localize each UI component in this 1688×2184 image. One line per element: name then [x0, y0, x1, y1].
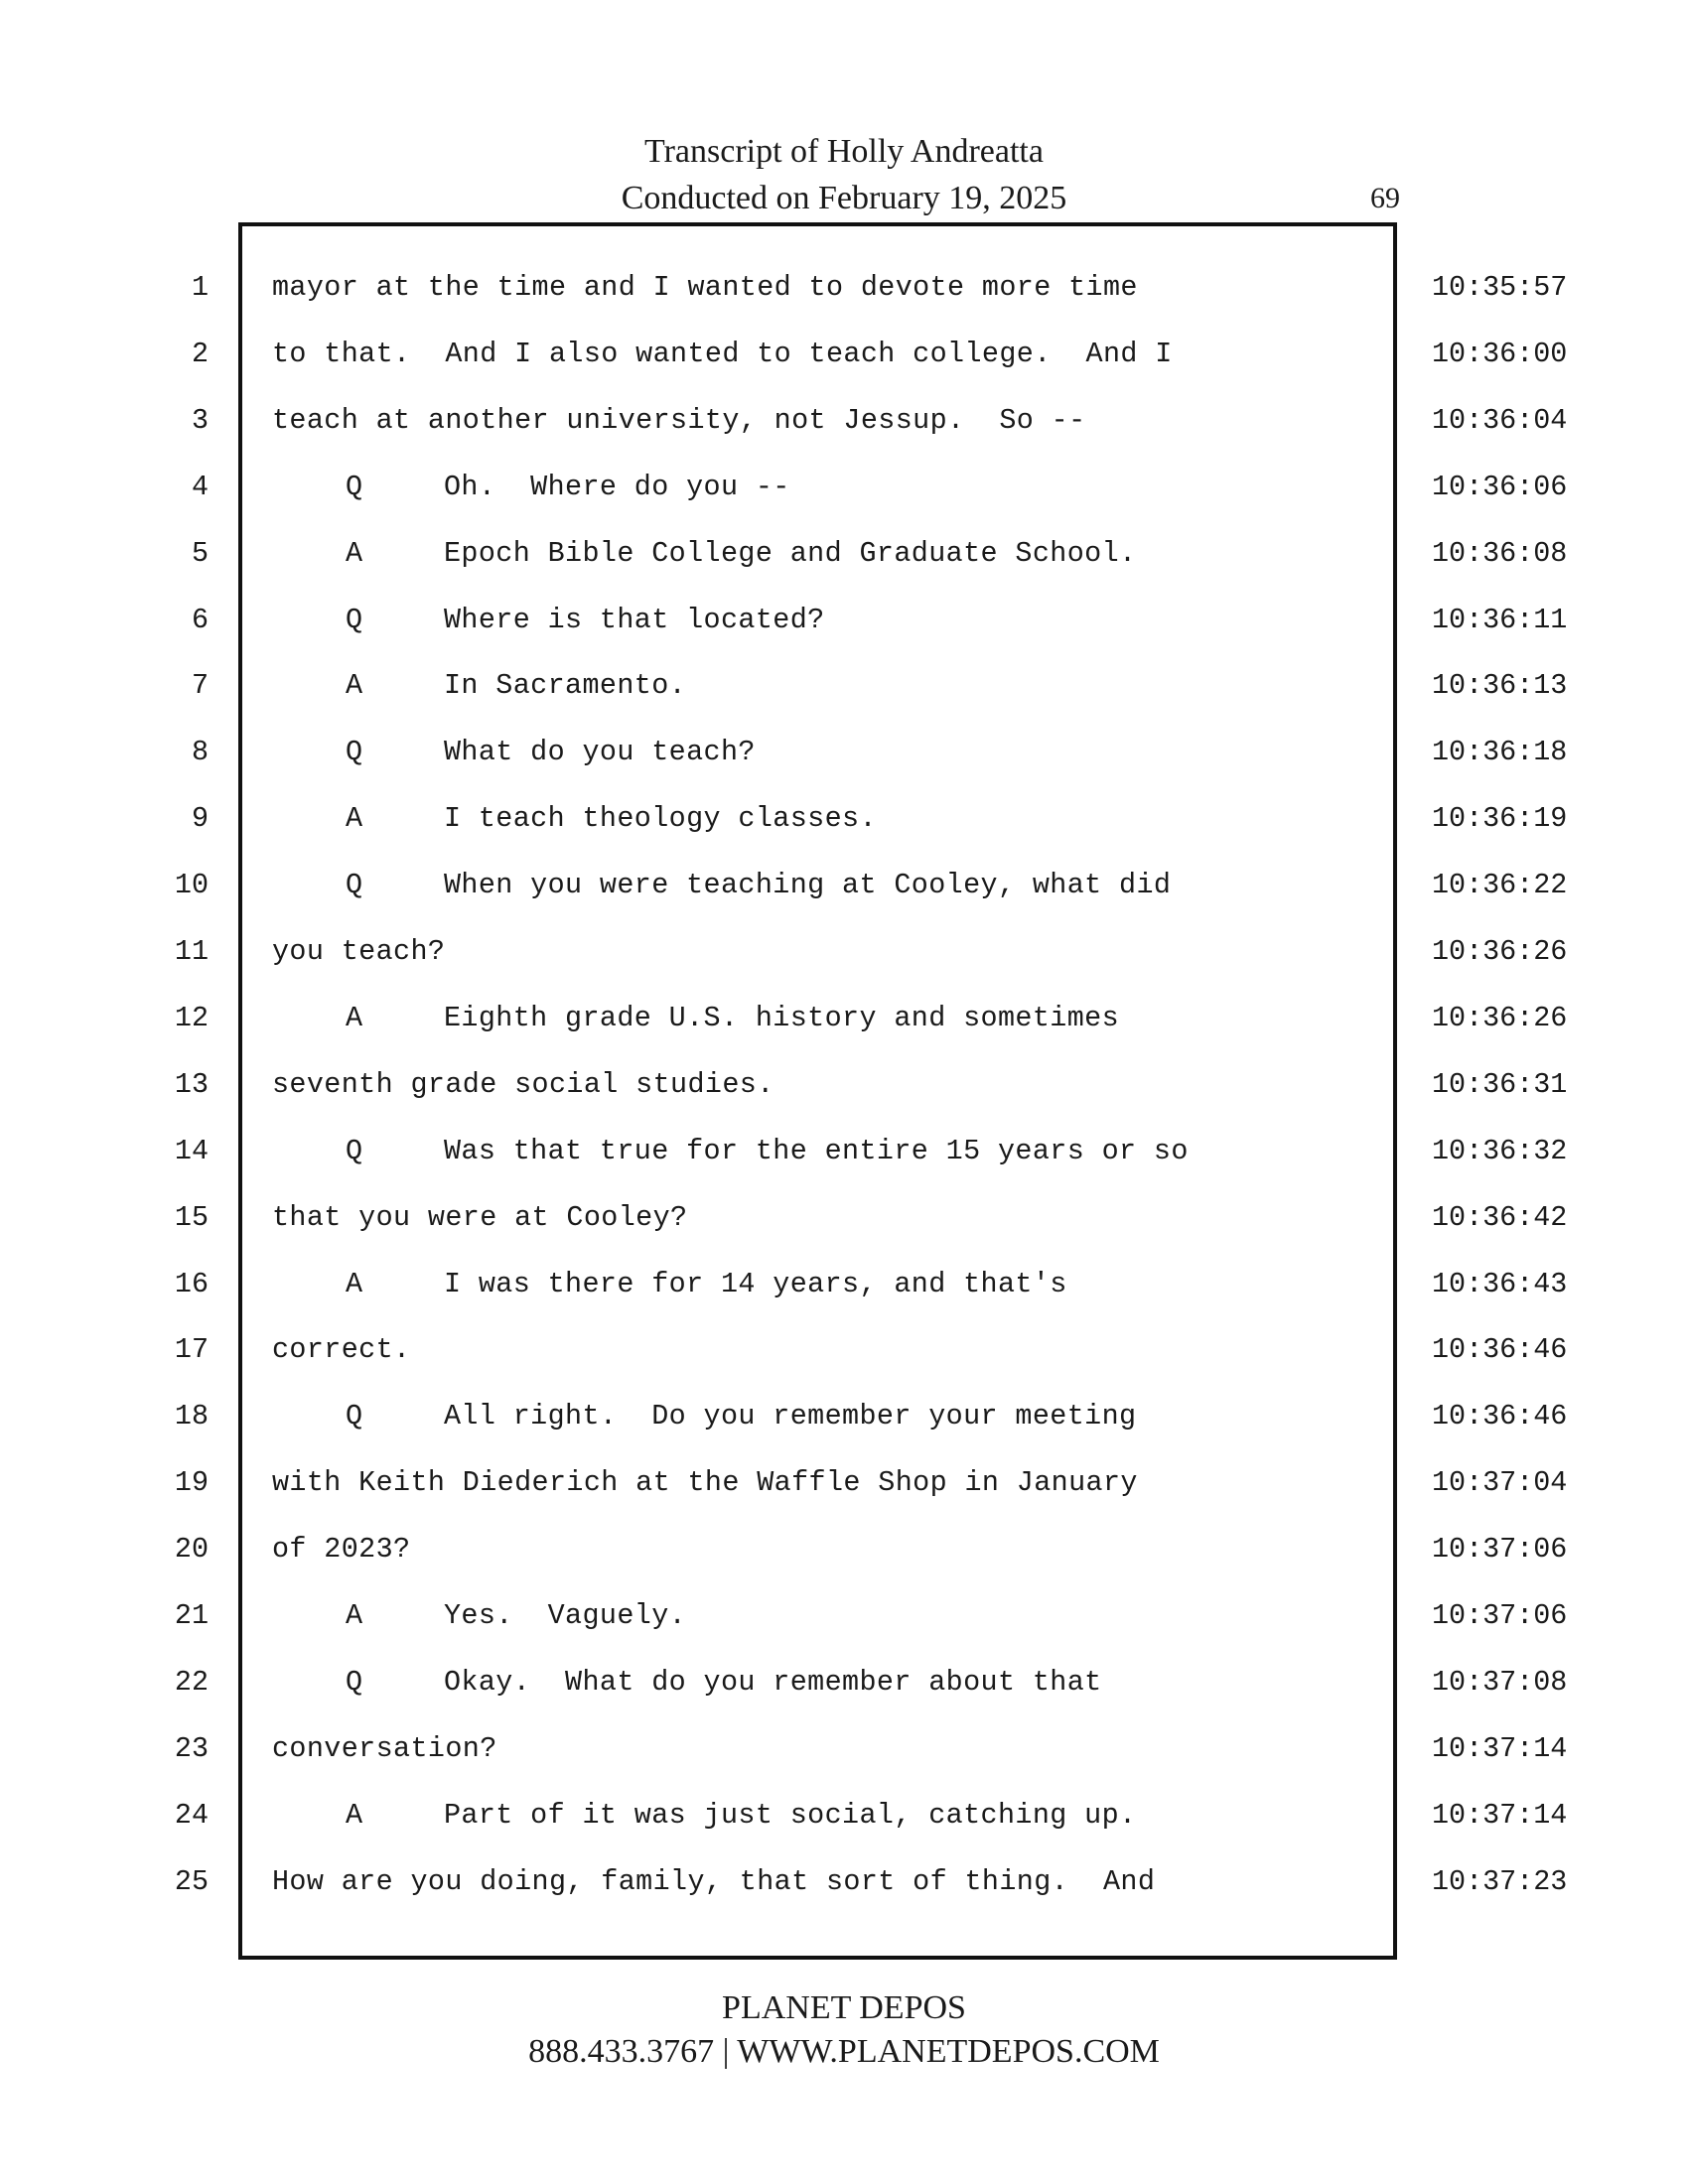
testimony-text: In Sacramento. — [444, 669, 687, 703]
transcript-line — [0, 1397, 1688, 1463]
line-number: 11 — [174, 935, 209, 968]
speaker-label: Q — [346, 869, 363, 902]
transcript-line — [0, 1463, 1688, 1530]
testimony-text: I teach theology classes. — [444, 802, 877, 836]
testimony-text: Part of it was just social, catching up. — [444, 1798, 1137, 1832]
testimony-text: conversation? — [272, 1731, 497, 1765]
line-text — [346, 733, 1448, 772]
line-number: 1 — [191, 271, 209, 304]
timestamp: 10:37:06 — [1432, 1599, 1568, 1632]
line-text — [346, 1132, 1448, 1171]
transcript-line — [0, 1198, 1688, 1265]
testimony-text: Epoch Bible College and Graduate School. — [444, 536, 1137, 570]
timestamp: 10:37:14 — [1432, 1798, 1568, 1832]
line-number: 17 — [174, 1333, 209, 1367]
timestamp: 10:35:57 — [1432, 271, 1568, 304]
line-number: 4 — [191, 470, 209, 503]
line-text — [272, 1530, 1374, 1570]
line-number: 20 — [174, 1533, 209, 1567]
timestamp: 10:36:18 — [1432, 736, 1568, 769]
transcript-line — [0, 799, 1688, 866]
testimony-text: What do you teach? — [444, 736, 756, 769]
conducted-date: Conducted on February 19, 2025 — [621, 180, 1067, 216]
line-text — [346, 999, 1448, 1038]
testimony-text: Okay. What do you remember about that — [444, 1665, 1102, 1699]
timestamp: 10:37:08 — [1432, 1665, 1568, 1699]
timestamp: 10:36:46 — [1432, 1333, 1568, 1367]
line-number: 25 — [174, 1864, 209, 1898]
timestamp: 10:36:31 — [1432, 1067, 1568, 1101]
line-text — [346, 1796, 1448, 1836]
line-text — [272, 268, 1374, 308]
line-text — [346, 601, 1448, 640]
line-text — [272, 1862, 1374, 1902]
transcript-line — [0, 666, 1688, 733]
line-number: 12 — [174, 1001, 209, 1034]
timestamp: 10:36:08 — [1432, 536, 1568, 570]
transcript-line — [0, 468, 1688, 534]
line-text — [346, 1397, 1448, 1436]
testimony-text: correct. — [272, 1333, 411, 1367]
line-text — [346, 468, 1448, 507]
timestamp: 10:36:00 — [1432, 337, 1568, 370]
testimony-text: I was there for 14 years, and that's — [444, 1267, 1067, 1300]
line-text — [272, 1330, 1374, 1370]
speaker-label: A — [346, 1798, 363, 1832]
timestamp: 10:36:26 — [1432, 1001, 1568, 1034]
line-text — [346, 1265, 1448, 1304]
line-text — [272, 335, 1374, 374]
transcript-line — [0, 268, 1688, 335]
timestamp: 10:37:04 — [1432, 1466, 1568, 1500]
transcript-line — [0, 1596, 1688, 1663]
speaker-label: A — [346, 1001, 363, 1034]
line-number: 8 — [191, 736, 209, 769]
testimony-text: How are you doing, family, that sort of thing. And — [272, 1864, 1156, 1898]
line-number: 14 — [174, 1134, 209, 1167]
testimony-text: teach at another university, not Jessup. So -- — [272, 403, 1086, 437]
timestamp: 10:36:11 — [1432, 603, 1568, 636]
transcript-title: Transcript of Holly Andreatta — [644, 133, 1044, 170]
line-number: 22 — [174, 1665, 209, 1699]
line-text — [272, 401, 1374, 441]
speaker-label: A — [346, 802, 363, 836]
testimony-text: When you were teaching at Cooley, what did — [444, 869, 1172, 902]
line-number: 21 — [174, 1599, 209, 1632]
transcript-line — [0, 1663, 1688, 1729]
footer-contact: 888.433.3767 | WWW.PLANETDEPOS.COM — [528, 2033, 1160, 2070]
testimony-text: to that. And I also wanted to teach college. And I — [272, 337, 1173, 370]
line-text — [346, 534, 1448, 574]
timestamp: 10:37:06 — [1432, 1533, 1568, 1567]
timestamp: 10:36:22 — [1432, 869, 1568, 902]
line-number: 15 — [174, 1200, 209, 1234]
timestamp: 10:36:13 — [1432, 669, 1568, 703]
timestamp: 10:36:32 — [1432, 1134, 1568, 1167]
transcript-line — [0, 733, 1688, 799]
testimony-text: Yes. Vaguely. — [444, 1599, 687, 1632]
line-number: 2 — [191, 337, 209, 370]
transcript-line — [0, 1729, 1688, 1796]
transcript-line — [0, 1132, 1688, 1198]
transcript-line — [0, 1796, 1688, 1862]
transcript-line — [0, 1265, 1688, 1331]
line-number: 9 — [191, 802, 209, 836]
line-text — [272, 932, 1374, 972]
line-text — [272, 1198, 1374, 1238]
speaker-label: Q — [346, 603, 363, 636]
speaker-label: A — [346, 1267, 363, 1300]
line-number: 6 — [191, 603, 209, 636]
line-number: 23 — [174, 1731, 209, 1765]
transcript-line — [0, 1065, 1688, 1132]
transcript-line — [0, 999, 1688, 1065]
transcript-line — [0, 601, 1688, 667]
line-text — [346, 1596, 1448, 1636]
line-number: 5 — [191, 536, 209, 570]
speaker-label: Q — [346, 1400, 363, 1433]
line-number: 13 — [174, 1067, 209, 1101]
transcript-line — [0, 1862, 1688, 1929]
line-text — [346, 666, 1448, 706]
testimony-text: Oh. Where do you -- — [444, 470, 790, 503]
line-number: 18 — [174, 1400, 209, 1433]
transcript-line — [0, 1530, 1688, 1596]
timestamp: 10:36:43 — [1432, 1267, 1568, 1300]
timestamp: 10:36:04 — [1432, 403, 1568, 437]
line-number: 24 — [174, 1798, 209, 1832]
timestamp: 10:36:42 — [1432, 1200, 1568, 1234]
transcript-line — [0, 534, 1688, 601]
testimony-text: with Keith Diederich at the Waffle Shop in January — [272, 1466, 1138, 1500]
timestamp: 10:36:19 — [1432, 802, 1568, 836]
testimony-text: Eighth grade U.S. history and sometimes — [444, 1001, 1120, 1034]
line-number: 3 — [191, 403, 209, 437]
testimony-text: seventh grade social studies. — [272, 1067, 774, 1101]
speaker-label: Q — [346, 1665, 363, 1699]
testimony-text: mayor at the time and I wanted to devote more time — [272, 271, 1138, 304]
speaker-label: Q — [346, 736, 363, 769]
speaker-label: A — [346, 536, 363, 570]
timestamp: 10:36:26 — [1432, 935, 1568, 968]
line-text — [272, 1065, 1374, 1105]
transcript-line — [0, 932, 1688, 999]
speaker-label: Q — [346, 1134, 363, 1167]
speaker-label: Q — [346, 470, 363, 503]
timestamp: 10:37:14 — [1432, 1731, 1568, 1765]
testimony-text: that you were at Cooley? — [272, 1200, 688, 1234]
testimony-text: All right. Do you remember your meeting — [444, 1400, 1137, 1433]
line-number: 16 — [174, 1267, 209, 1300]
footer-company: PLANET DEPOS — [722, 1989, 966, 2026]
testimony-text: Where is that located? — [444, 603, 825, 636]
page-number: 69 — [1370, 182, 1400, 214]
testimony-text: Was that true for the entire 15 years or so — [444, 1134, 1189, 1167]
timestamp: 10:36:06 — [1432, 470, 1568, 503]
line-text — [346, 1663, 1448, 1703]
line-text — [272, 1729, 1374, 1769]
line-text — [272, 1463, 1374, 1503]
transcript-line — [0, 401, 1688, 468]
timestamp: 10:37:23 — [1432, 1864, 1568, 1898]
transcript-line — [0, 335, 1688, 401]
line-number: 7 — [191, 669, 209, 703]
transcript-line — [0, 866, 1688, 932]
line-text — [346, 866, 1448, 905]
timestamp: 10:36:46 — [1432, 1400, 1568, 1433]
line-number: 10 — [174, 869, 209, 902]
testimony-text: you teach? — [272, 935, 446, 968]
line-number: 19 — [174, 1466, 209, 1500]
testimony-text: of 2023? — [272, 1533, 411, 1567]
transcript-line — [0, 1330, 1688, 1397]
speaker-label: A — [346, 1599, 363, 1632]
line-text — [346, 799, 1448, 839]
speaker-label: A — [346, 669, 363, 703]
